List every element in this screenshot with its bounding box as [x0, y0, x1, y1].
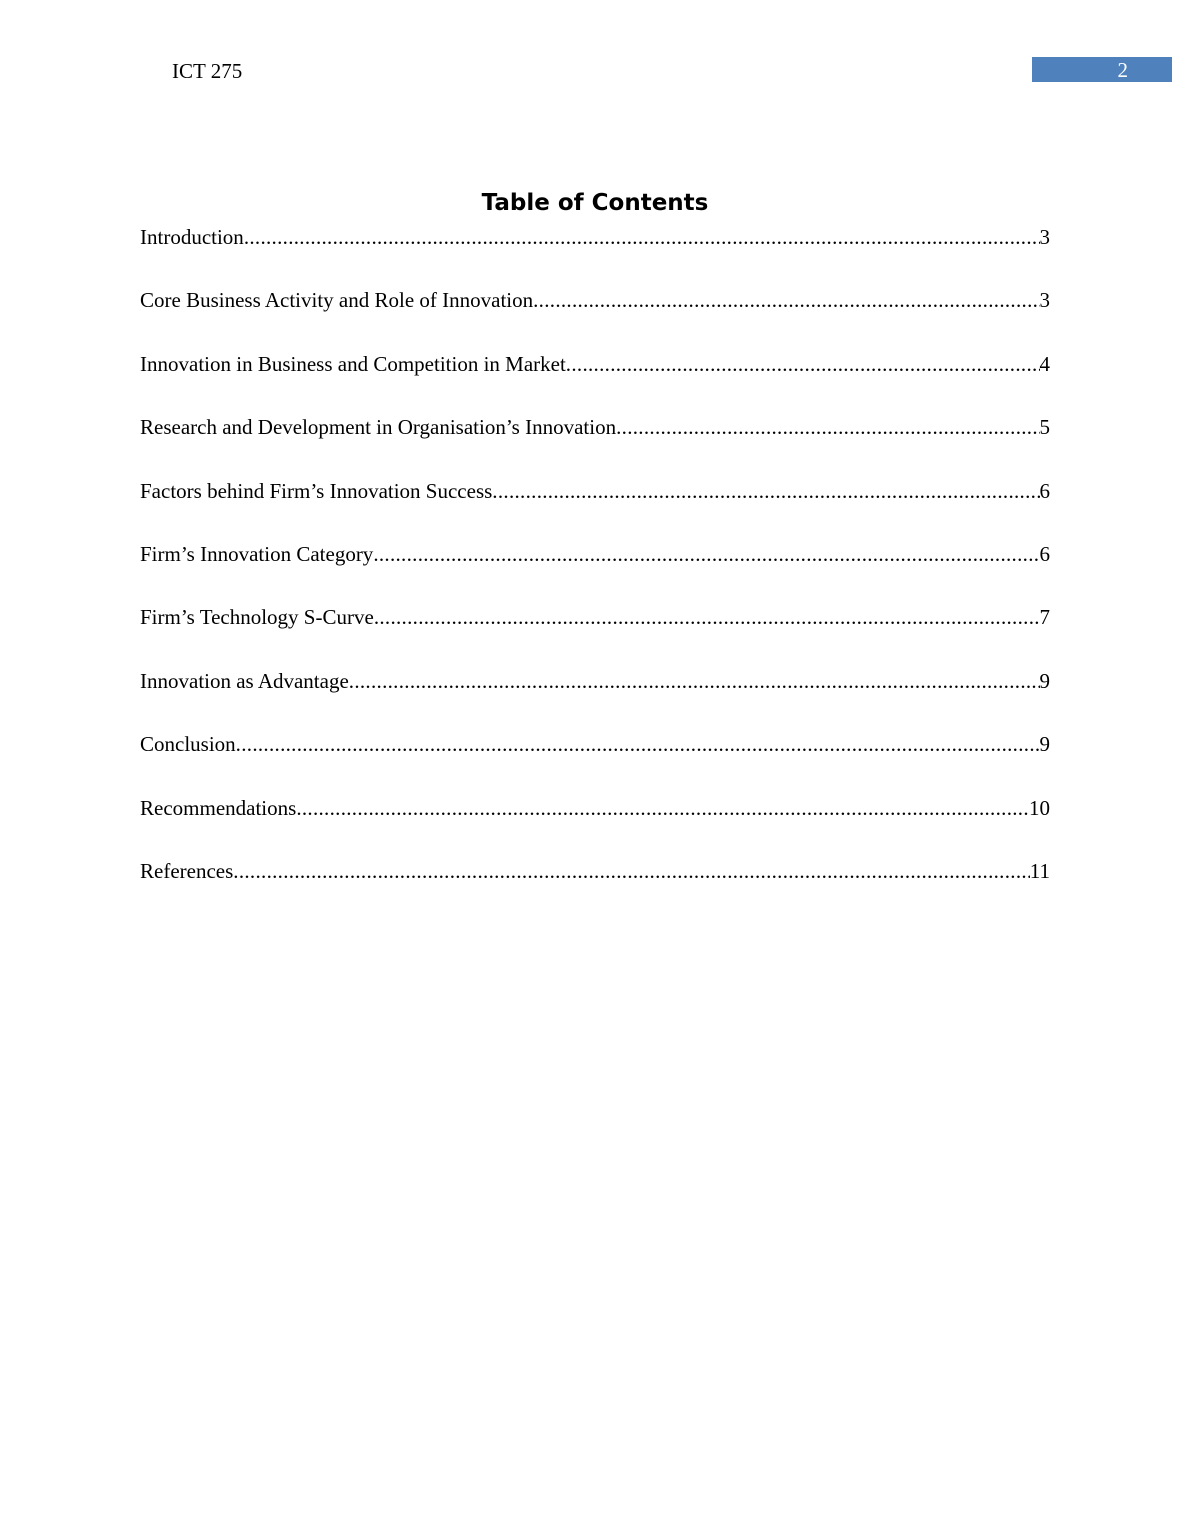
toc-list [140, 221, 1050, 918]
page-number-badge: 2 [1032, 57, 1172, 82]
toc-entry-title: Core Business Activity and Role of Innovation [140, 288, 534, 313]
header-course-code: ICT 275 [172, 59, 243, 83]
toc-entry-title: Conclusion [140, 732, 236, 757]
toc-entry-page: 7 [1039, 605, 1050, 630]
toc-entry-title: Recommendations [140, 795, 297, 820]
toc-entry-title: Factors behind Firm’s Innovation Success [140, 478, 493, 503]
toc-entry-page: 4 [1039, 351, 1050, 376]
toc-entry-page: 6 [1039, 541, 1050, 566]
toc-entry-core-business[interactable] [140, 284, 1050, 347]
toc-entry-title: Introduction [140, 225, 244, 249]
toc-entry-title: References [140, 858, 234, 883]
toc-entry-research-development[interactable] [140, 411, 1050, 474]
toc-entry-page: 3 [1039, 225, 1050, 249]
toc-entry-innovation-advantage[interactable] [140, 665, 1050, 728]
toc-dot-leader [566, 348, 1040, 381]
toc-dot-leader [373, 538, 1039, 571]
toc-dot-leader [533, 284, 1039, 317]
toc-dot-leader [236, 728, 1040, 761]
toc-dot-leader [374, 601, 1040, 634]
toc-entry-title: Firm’s Innovation Category [140, 541, 374, 566]
toc-dot-leader [296, 792, 1029, 825]
toc-entry-title: Innovation in Business and Competition in Market [140, 351, 566, 376]
toc-entry-title: Innovation as Advantage [140, 668, 349, 693]
toc-entry-s-curve[interactable] [140, 601, 1050, 664]
toc-entry-innovation-competition[interactable] [140, 348, 1050, 411]
toc-entry-page: 9 [1039, 732, 1050, 757]
toc-entry-page: 5 [1039, 415, 1050, 440]
toc-entry-introduction[interactable] [140, 221, 1050, 284]
toc-entry-recommendations[interactable] [140, 792, 1050, 855]
toc-entry-page: 11 [1029, 858, 1050, 883]
toc-dot-leader [349, 665, 1040, 698]
toc-entry-conclusion[interactable] [140, 728, 1050, 791]
toc-entry-page: 3 [1039, 288, 1050, 313]
toc-dot-leader [616, 411, 1039, 444]
toc-entry-references[interactable] [140, 855, 1050, 918]
toc-entry-factors-success[interactable] [140, 475, 1050, 538]
toc-entry-title: Firm’s Technology S-Curve [140, 605, 374, 630]
toc-entry-page: 9 [1039, 668, 1050, 693]
toc-dot-leader [233, 855, 1029, 888]
toc-entry-innovation-category[interactable] [140, 538, 1050, 601]
toc-entry-page: 6 [1039, 478, 1050, 503]
toc-entry-title: Research and Development in Organisation’s Innovation [140, 415, 617, 440]
toc-dot-leader [492, 475, 1039, 508]
toc-dot-leader [244, 221, 1040, 254]
toc-entry-page: 10 [1029, 795, 1050, 820]
toc-heading: Table of Contents [481, 190, 709, 216]
